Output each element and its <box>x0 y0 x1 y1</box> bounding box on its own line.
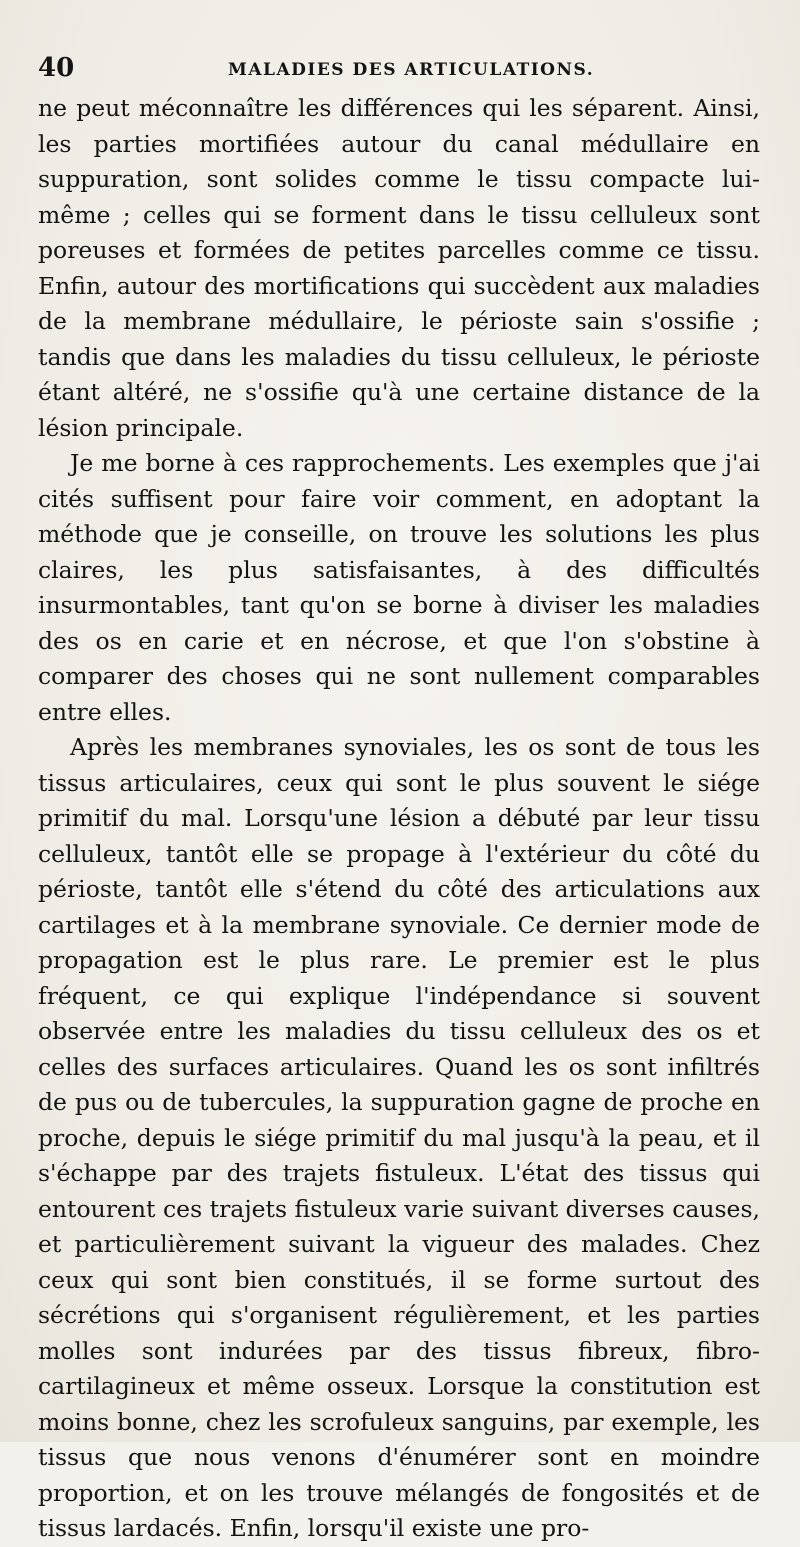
paragraph-rapprochements: Je me borne à ces rapprochements. Les exemples que j'ai cités suffisent pour faire voir comment, en adoptant la méthode que je conseille, on trouve les solutions les plus claires, les plus satisfaisantes, à des difficultés insurmontables, tant qu'on se borne à diviser les maladies des os en carie et en nécrose, et que l'on s'obstine à comparer des choses qui ne sont nullement comparables entre elles. <box>38 449 760 726</box>
running-title: MALADIES DES ARTICULATIONS. <box>228 60 595 80</box>
running-head <box>38 52 768 84</box>
body-text <box>38 91 760 1547</box>
paragraph-os-articulaires: Après les membranes synoviales, les os sont de tous les tissus articulaires, ceux qui sont le plus souvent le siége primitif du mal. Lorsqu'une lésion a débuté par leur tissu celluleux, tantôt elle se propage à l'extérieur du côté du périoste, tantôt elle s'étend du côté des articulations aux cartilages et à la membrane synoviale. Ce dernier mode de propagation est le plus rare. Le premier est le plus fréquent, ce qui explique l'indépendance si souvent observée entre les maladies du tissu celluleux des os et celles des surfaces articulaires. Quand les os sont infiltrés de pus ou de tubercules, la suppuration gagne de proche en proche, depuis le siége primitif du mal jusqu'à la peau, et il s'échappe par des trajets fistuleux. L'état des tissus qui entourent ces trajets fistuleux varie suivant diverses causes, et particulièrement suivant la vigueur des malades. Chez ceux qui sont bien constitués, il se forme surtout des sécrétions qui s'organisent régulièrement, et les parties molles sont indurées par des tissus fibreux, fibro-cartilagineux et même osseux. Lorsque la constitution est moins bonne, chez les scrofuleux sanguins, par exemple, les tissus que nous venons d'énumérer sont en moindre proportion, et on les trouve mélangés de fongosités et de tissus lardacés. Enfin, lorsqu'il existe une pro- <box>38 733 760 1542</box>
page-number: 40 <box>38 53 75 83</box>
paragraph-continuation: ne peut méconnaître les différences qui les séparent. Ainsi, les parties mortifiées autour du canal médullaire en suppuration, sont solides comme le tissu compacte lui-même ; celles qui se forment dans le tissu celluleux sont poreuses et formées de petites parcelles comme ce tissu. Enfin, autour des mortifications qui succèdent aux maladies de la membrane médullaire, le périoste sain s'ossifie ; tandis que dans les maladies du tissu celluleux, le périoste étant altéré, ne s'ossifie qu'à une certaine distance de la lésion principale. <box>38 94 760 442</box>
